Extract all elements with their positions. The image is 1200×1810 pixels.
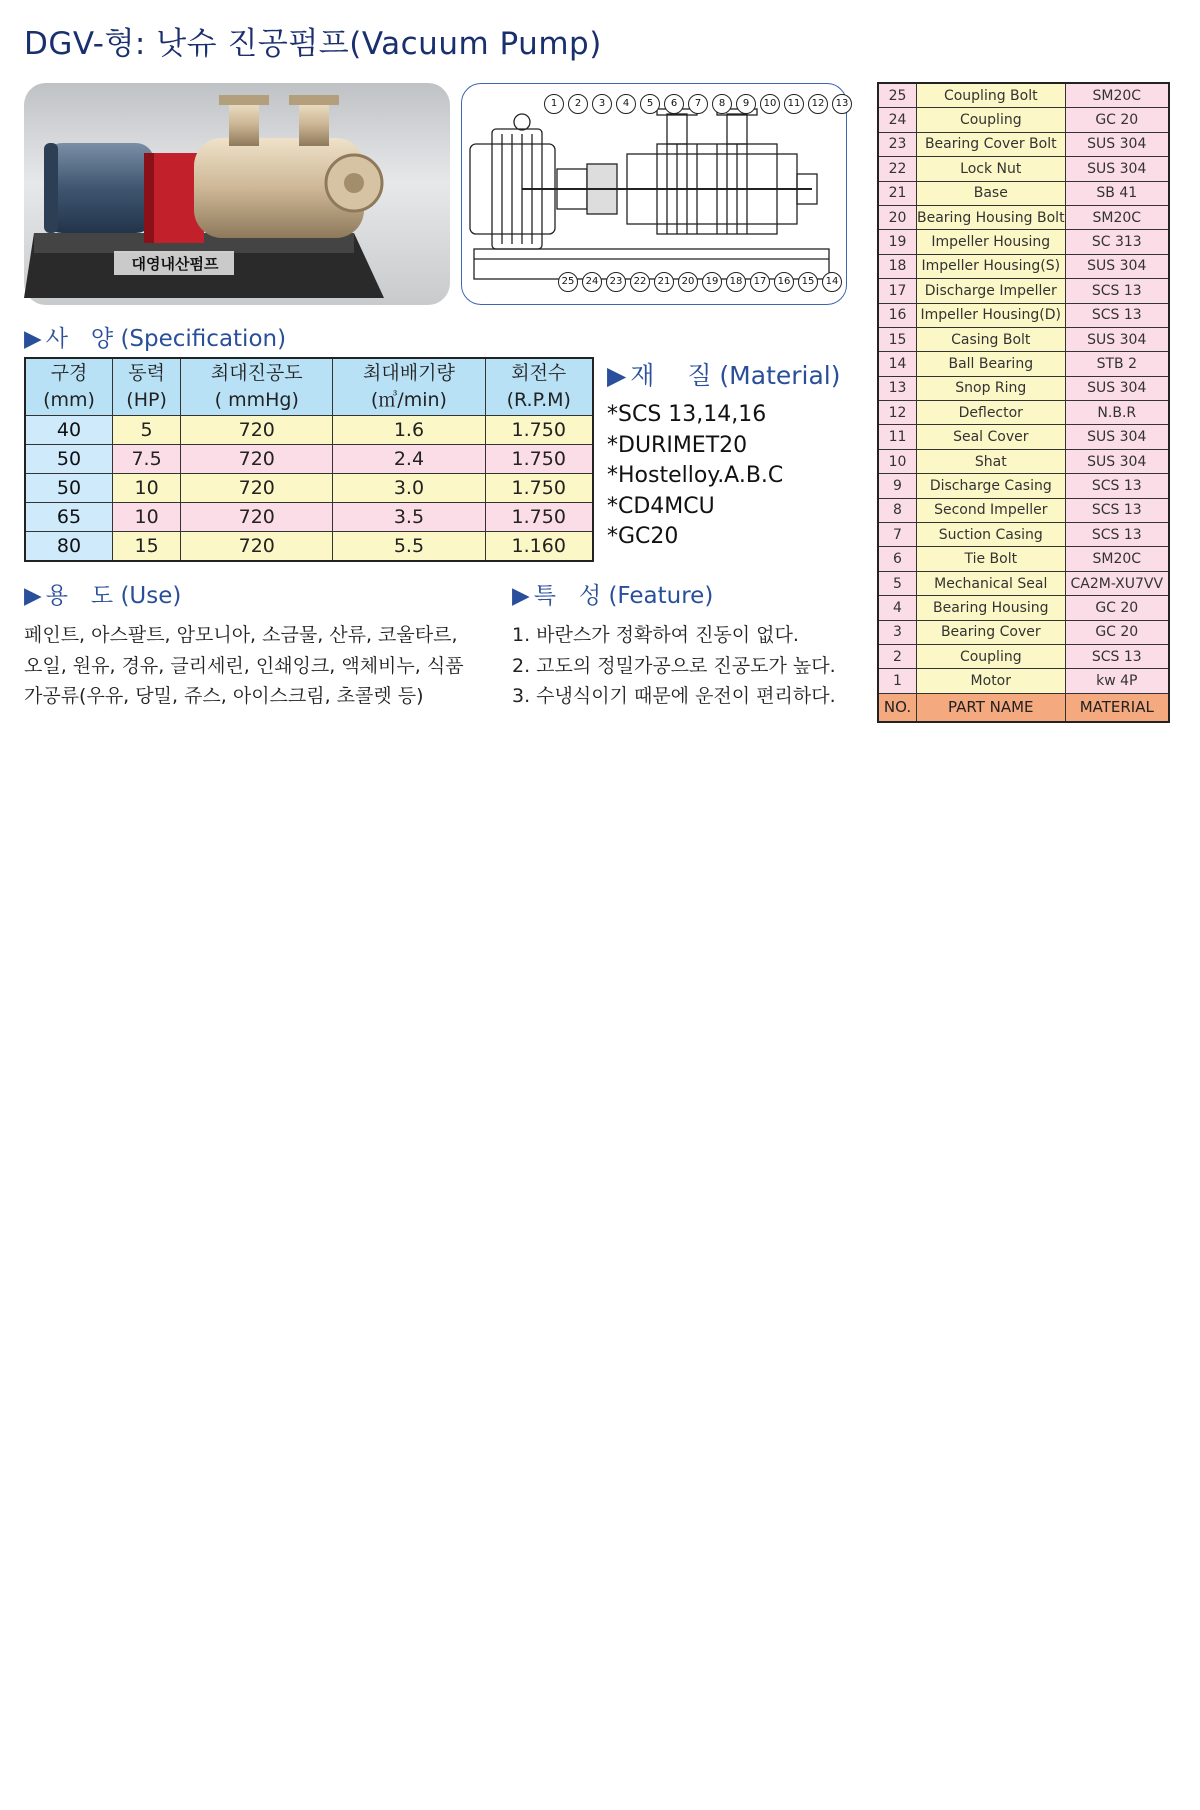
callout-number: 25 [558, 272, 578, 292]
material-heading [607, 356, 841, 392]
callout-number: 4 [616, 94, 636, 114]
table-row [878, 279, 1169, 303]
triangle-bullet-icon: ▶ [512, 583, 530, 609]
part-material: SUS 304 [1065, 132, 1169, 156]
table-row [878, 571, 1169, 595]
table-cell: 65 [25, 503, 112, 532]
part-material: N.B.R [1065, 401, 1169, 425]
spec-table [24, 357, 594, 562]
photo-label: 대영내산펌프 [131, 255, 219, 273]
table-row [878, 83, 1169, 108]
table-row [878, 523, 1169, 547]
part-no: 21 [878, 181, 917, 205]
table-cell: 15 [112, 532, 180, 562]
use-heading [24, 577, 181, 610]
callout-number: 5 [640, 94, 660, 114]
part-name: Deflector [917, 401, 1066, 425]
table-row [878, 352, 1169, 376]
spec-header-row [25, 358, 593, 416]
table-row [878, 620, 1169, 644]
parts-header-row [878, 693, 1169, 722]
part-name: Coupling [917, 108, 1066, 132]
table-row [878, 181, 1169, 205]
table-row [25, 445, 593, 474]
table-row [878, 254, 1169, 278]
callout-number: 2 [568, 94, 588, 114]
diagram-bottom-numbers [558, 272, 842, 292]
pump-photo [24, 83, 450, 305]
part-name: Bearing Housing [917, 596, 1066, 620]
table-cell: 2.4 [333, 445, 485, 474]
table-row [878, 303, 1169, 327]
table-cell: 10 [112, 503, 180, 532]
table-row [25, 474, 593, 503]
part-name: Bearing Housing Bolt [917, 205, 1066, 229]
table-row [878, 449, 1169, 473]
use-line: 페인트, 아스팔트, 암모니아, 소금물, 산류, 코울타르, [24, 624, 458, 646]
material-item: *Hostelloy.A.B.C [607, 463, 784, 488]
callout-number: 7 [688, 94, 708, 114]
feature-line: 2. 고도의 정밀가공으로 진공도가 높다. [512, 654, 836, 677]
part-name: Discharge Impeller [917, 279, 1066, 303]
part-no: 20 [878, 205, 917, 229]
part-material: CA2M-XU7VV [1065, 571, 1169, 595]
part-no: 17 [878, 279, 917, 303]
part-material: SM20C [1065, 83, 1169, 108]
callout-number: 20 [678, 272, 698, 292]
table-row [878, 498, 1169, 522]
callout-number: 10 [760, 94, 780, 114]
table-row [878, 644, 1169, 668]
cross-section-diagram [461, 83, 847, 305]
table-row [25, 503, 593, 532]
table-row [878, 401, 1169, 425]
callout-number: 9 [736, 94, 756, 114]
part-no: 16 [878, 303, 917, 327]
table-row [878, 474, 1169, 498]
pump-illustration [24, 83, 450, 305]
part-material: SB 41 [1065, 181, 1169, 205]
part-material: SCS 13 [1065, 498, 1169, 522]
part-name: Second Impeller [917, 498, 1066, 522]
callout-number: 1 [544, 94, 564, 114]
spec-heading-text: 사 양 (Specification) [45, 326, 287, 352]
part-name: Impeller Housing(S) [917, 254, 1066, 278]
part-material: SUS 304 [1065, 425, 1169, 449]
part-material: SCS 13 [1065, 523, 1169, 547]
table-cell: 1.6 [333, 416, 485, 445]
material-heading-text: 재 질 (Material) [630, 361, 841, 390]
table-cell: 40 [25, 416, 112, 445]
table-row [878, 425, 1169, 449]
part-material: SCS 13 [1065, 474, 1169, 498]
part-no: 10 [878, 449, 917, 473]
part-name: Casing Bolt [917, 327, 1066, 351]
callout-number: 24 [582, 272, 602, 292]
callout-number: 8 [712, 94, 732, 114]
part-name: Impeller Housing [917, 230, 1066, 254]
spec-col-header: 회전수 (R.P.M) [485, 358, 593, 416]
part-material: SCS 13 [1065, 303, 1169, 327]
material-item: *SCS 13,14,16 [607, 402, 767, 427]
table-row [878, 669, 1169, 693]
part-no: 6 [878, 547, 917, 571]
callout-number: 11 [784, 94, 804, 114]
material-item: *CD4MCU [607, 493, 715, 519]
spec-col-header: 동력 (HP) [112, 358, 180, 416]
callout-number: 16 [774, 272, 794, 292]
callout-number: 15 [798, 272, 818, 292]
table-cell: 80 [25, 532, 112, 562]
part-name: Suction Casing [917, 523, 1066, 547]
table-cell: 50 [25, 445, 112, 474]
table-cell: 10 [112, 474, 180, 503]
feature-heading-text: 특 성 (Feature) [533, 583, 714, 609]
part-name: Shat [917, 449, 1066, 473]
table-cell: 5 [112, 416, 180, 445]
table-cell: 720 [181, 503, 333, 532]
callout-number: 23 [606, 272, 626, 292]
part-no: 5 [878, 571, 917, 595]
feature-list [512, 620, 862, 712]
part-name: Discharge Casing [917, 474, 1066, 498]
callout-number: 19 [702, 272, 722, 292]
part-name: Coupling [917, 644, 1066, 668]
part-material: kw 4P [1065, 669, 1169, 693]
callout-number: 12 [808, 94, 828, 114]
parts-col-header: MATERIAL [1065, 693, 1169, 722]
part-material: SM20C [1065, 205, 1169, 229]
part-name: Mechanical Seal [917, 571, 1066, 595]
feature-line: 1. 바란스가 정확하여 진동이 없다. [512, 624, 799, 646]
feature-heading [512, 577, 713, 610]
table-cell: 1.160 [485, 532, 593, 562]
callout-number: 18 [726, 272, 746, 292]
use-description [24, 620, 504, 712]
table-cell: 720 [181, 532, 333, 562]
triangle-bullet-icon: ▶ [24, 326, 42, 352]
triangle-bullet-icon: ▶ [607, 361, 627, 390]
part-material: SCS 13 [1065, 644, 1169, 668]
table-cell: 720 [181, 474, 333, 503]
part-no: 4 [878, 596, 917, 620]
part-material: SUS 304 [1065, 327, 1169, 351]
part-material: SCS 13 [1065, 279, 1169, 303]
use-heading-text: 용 도 (Use) [45, 583, 182, 609]
part-material: SUS 304 [1065, 254, 1169, 278]
part-name: Impeller Housing(D) [917, 303, 1066, 327]
table-row [878, 108, 1169, 132]
table-row [878, 132, 1169, 156]
part-material: SUS 304 [1065, 449, 1169, 473]
feature-line: 3. 수냉식이기 때문에 운전이 편리하다. [512, 685, 836, 707]
table-cell: 5.5 [333, 532, 485, 562]
callout-number: 3 [592, 94, 612, 114]
part-name: Base [917, 181, 1066, 205]
part-no: 3 [878, 620, 917, 644]
part-no: 19 [878, 230, 917, 254]
callout-number: 21 [654, 272, 674, 292]
parts-col-header: NO. [878, 693, 917, 722]
table-cell: 3.0 [333, 474, 485, 503]
part-name: Bearing Cover [917, 620, 1066, 644]
part-name: Bearing Cover Bolt [917, 132, 1066, 156]
material-list [607, 400, 783, 553]
part-no: 7 [878, 523, 917, 547]
part-no: 15 [878, 327, 917, 351]
table-row [25, 532, 593, 562]
triangle-bullet-icon: ▶ [24, 583, 42, 609]
use-line: 오일, 원유, 경유, 글리세린, 인쇄잉크, 액체비누, 식품 [24, 654, 464, 677]
callout-number: 6 [664, 94, 684, 114]
part-no: 24 [878, 108, 917, 132]
part-material: SUS 304 [1065, 157, 1169, 181]
spec-col-header: 최대진공도 ( mmHg) [181, 358, 333, 416]
material-item: *DURIMET20 [607, 432, 748, 458]
part-material: GC 20 [1065, 620, 1169, 644]
table-cell: 720 [181, 445, 333, 474]
part-name: Tie Bolt [917, 547, 1066, 571]
part-no: 18 [878, 254, 917, 278]
diagram-top-numbers [544, 94, 852, 114]
use-line: 가공류(우유, 당밀, 쥬스, 아이스크림, 초콜렛 등) [24, 685, 424, 707]
spec-col-header: 최대배기량 (㎥/min) [333, 358, 485, 416]
table-cell: 1.750 [485, 416, 593, 445]
table-cell: 720 [181, 416, 333, 445]
table-cell: 3.5 [333, 503, 485, 532]
part-no: 11 [878, 425, 917, 449]
part-no: 2 [878, 644, 917, 668]
part-name: Motor [917, 669, 1066, 693]
table-row [878, 327, 1169, 351]
callout-number: 13 [832, 94, 852, 114]
part-name: Snop Ring [917, 376, 1066, 400]
part-no: 1 [878, 669, 917, 693]
part-no: 25 [878, 83, 917, 108]
callout-number: 22 [630, 272, 650, 292]
page-title: DGV-형: 낫슈 진공펌프(Vacuum Pump) [24, 26, 602, 62]
part-no: 14 [878, 352, 917, 376]
part-name: Ball Bearing [917, 352, 1066, 376]
table-cell: 1.750 [485, 445, 593, 474]
table-row [878, 376, 1169, 400]
table-row [878, 230, 1169, 254]
spec-col-header: 구경 (mm) [25, 358, 112, 416]
part-no: 8 [878, 498, 917, 522]
part-no: 9 [878, 474, 917, 498]
table-cell: 7.5 [112, 445, 180, 474]
callout-number: 17 [750, 272, 770, 292]
spec-heading [24, 320, 286, 353]
part-name: Lock Nut [917, 157, 1066, 181]
table-row [878, 205, 1169, 229]
part-no: 23 [878, 132, 917, 156]
part-no: 13 [878, 376, 917, 400]
part-material: GC 20 [1065, 108, 1169, 132]
parts-table [877, 82, 1170, 723]
parts-col-header: PART NAME [917, 693, 1066, 722]
callout-number: 14 [822, 272, 842, 292]
table-cell: 50 [25, 474, 112, 503]
table-cell: 1.750 [485, 503, 593, 532]
table-row [878, 547, 1169, 571]
part-name: Coupling Bolt [917, 83, 1066, 108]
pump-cross-section [462, 84, 846, 304]
part-no: 12 [878, 401, 917, 425]
part-material: STB 2 [1065, 352, 1169, 376]
part-no: 22 [878, 157, 917, 181]
part-material: SC 313 [1065, 230, 1169, 254]
part-material: SM20C [1065, 547, 1169, 571]
part-name: Seal Cover [917, 425, 1066, 449]
table-row [878, 157, 1169, 181]
material-item: *GC20 [607, 524, 679, 549]
part-material: GC 20 [1065, 596, 1169, 620]
table-row [25, 416, 593, 445]
table-cell: 1.750 [485, 474, 593, 503]
table-row [878, 596, 1169, 620]
part-material: SUS 304 [1065, 376, 1169, 400]
